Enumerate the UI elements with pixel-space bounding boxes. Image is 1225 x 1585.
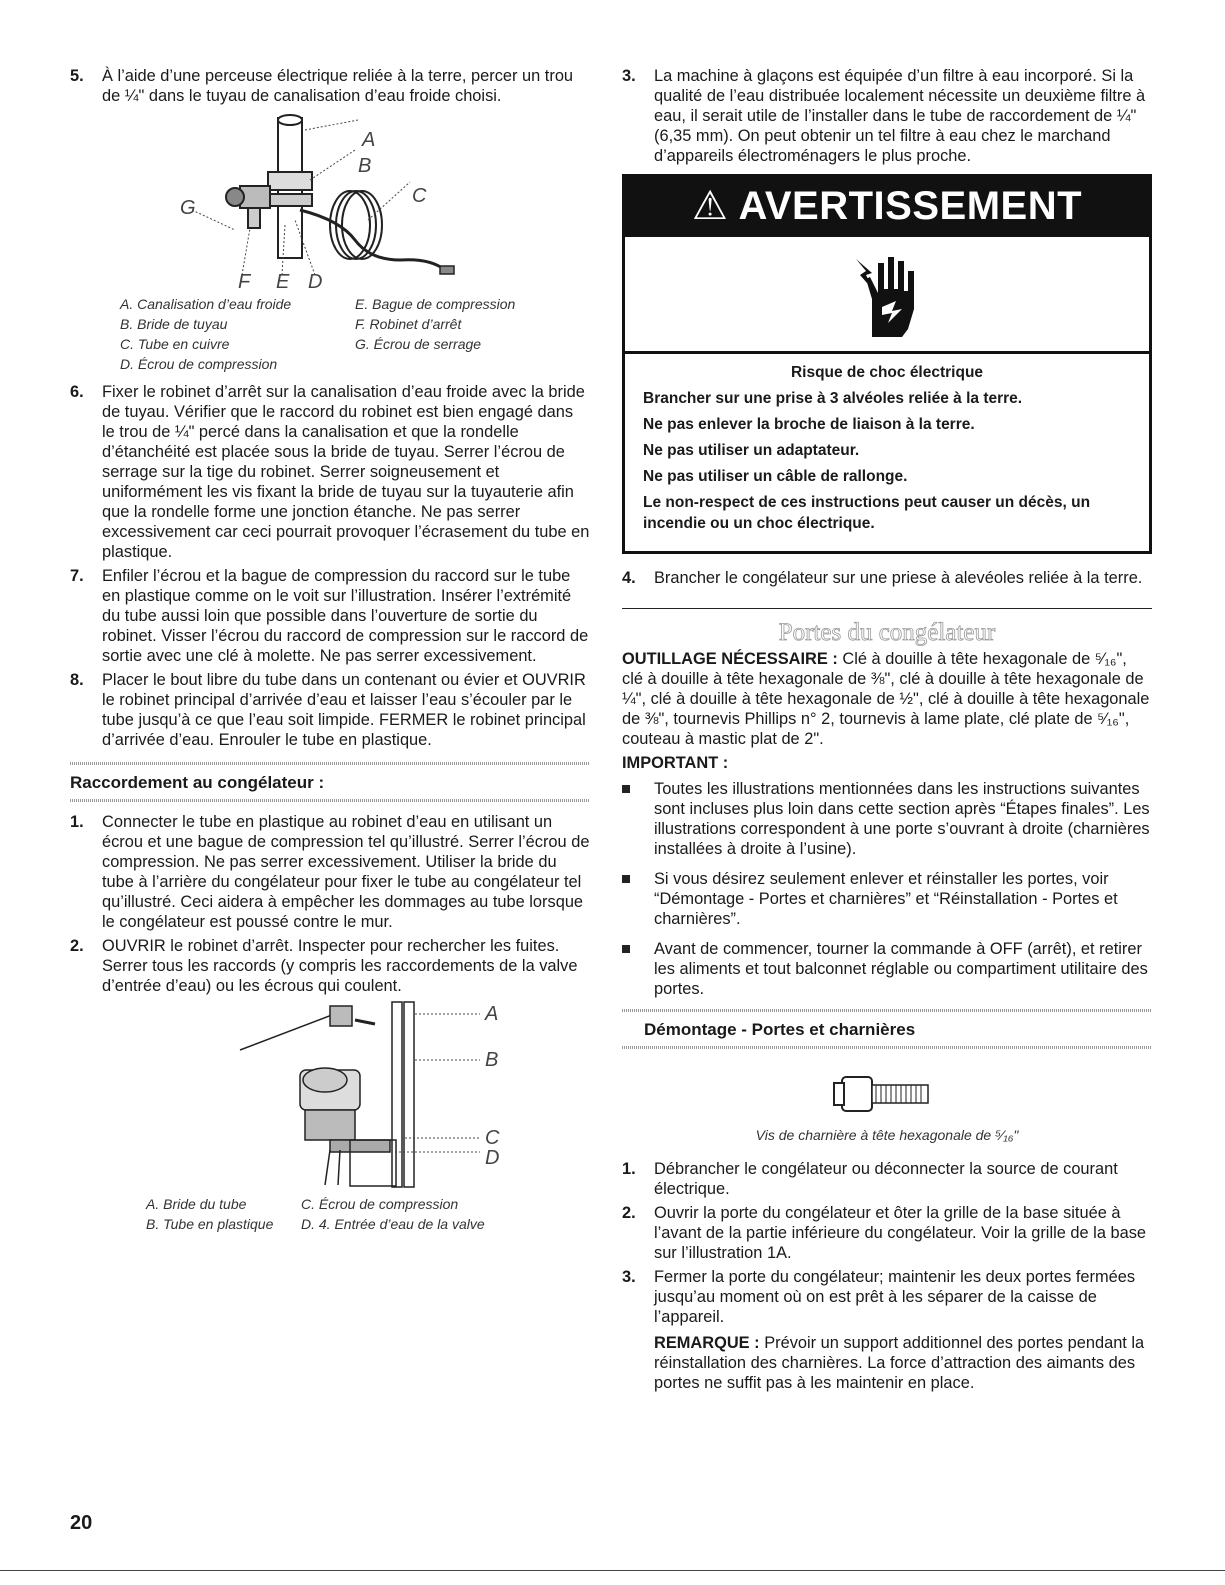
step-text: Débrancher le congélateur ou déconnecter la source de courant électrique.: [654, 1160, 1118, 1198]
important-label: IMPORTANT :: [622, 754, 729, 772]
step-5: [70, 66, 590, 106]
bullet-item: [622, 779, 1152, 859]
tools-label: OUTILLAGE NÉCESSAIRE :: [622, 650, 838, 668]
step-number: 3.: [622, 1268, 636, 1286]
step-text: Fermer la porte du congélateur; maintenir les deux portes fermées jusqu’au moment où on est prêt à les séparer de la caisse de l’appareil.: [654, 1268, 1136, 1326]
caption: D. Écrou de compression: [120, 356, 278, 372]
warning-line-title: Risque de choc électrique: [790, 364, 984, 381]
fig2-label-b: B: [485, 1049, 499, 1071]
bullet-square-icon: [622, 785, 630, 793]
tools-paragraph: [622, 649, 1152, 749]
fig1-label-a: A: [362, 129, 376, 151]
step-number: 6.: [70, 383, 84, 401]
bullet-text: Si vous désirez seulement enlever et réinstaller les portes, voir “Démontage - Portes et charnières” et “Réinstallation - Portes et charnières”.: [654, 870, 1118, 928]
step-text: Connecter le tube en plastique au robinet d’eau en utilisant un écrou et une bague de compression tel qu’illustré. Serrer l’écrou de compression. Ne pas serrer excessivement. Utiliser la bride du tube à l’arrière du congélateur pour fixer le tube au congélateur tel qu’illustré. Ceci aidera à empêcher les dommages au tube lorsque le congélateur est poussé contre le mur.: [102, 813, 590, 931]
warning-line: Ne pas enlever la broche de liaison à la terre.: [643, 416, 975, 433]
step-text: Fixer le robinet d’arrêt sur la canalisation d’eau froide avec la bride de tuyau. Vérifier que le raccord du robinet est bien engagé dans le trou de ¼" percé dans la canalisation et que la rondelle d’étanchéité est placée sous la bride de tuyau. Serrer l’écrou de serrage sur la tige du robinet. Serrer soigneusement et uniformément les vis fixant la bride de tuyau sur la tuyauterie afin que la rondelle forme une jonction étanche. Ne pas serrer excessivement car ceci pourrait provoquer l’écrasement du tube en plastique.: [102, 383, 590, 561]
step-number: 4.: [622, 569, 636, 587]
screw-caption: Vis de charnière à tête hexagonale de ⁵⁄₁₆": [755, 1127, 1019, 1143]
fig2-label-c: C: [485, 1127, 500, 1149]
warning-header: [625, 177, 1149, 237]
step-text: Placer le bout libre du tube dans un contenant ou évier et OUVRIR le robinet principal d’arrivée d’eau et laisser l’eau s’écouler par le tube jusqu’à ce que l’eau soit limpide. FERMER le robinet principal d’arrivée d’eau. Enrouler le tube en plastique.: [102, 671, 586, 749]
step-4: [622, 568, 1152, 588]
step-number: 1.: [70, 813, 84, 831]
step-text: La machine à glaçons est équipée d’un filtre à eau incorporé. Si la qualité de l’eau distribuée localement nécessite un deuxième filtre à eau, il serait utile de l’installer dans le tube de raccordement de ¼" (6,35 mm). On peut obtenir un tel filtre à eau chez le marchand d’appareils électroménagers le plus proche.: [654, 67, 1146, 165]
step-text: Enfiler l’écrou et la bague de compression du raccord sur le tube en plastique comme on le voit sur l’illustration. Insérer l’extrémité du tube aussi loin que possible dans l’ouverture de sortie du robinet. Visser l’écrou du raccord de compression sur le raccord de sortie avec une clé à molette. Ne pas serrer excessivement.: [102, 567, 589, 665]
important-label-line: [622, 753, 1152, 773]
caption: B. Tube en plastique: [146, 1216, 274, 1232]
shutoff-valve-illustration: [100, 110, 580, 288]
note-text: Prévoir un support additionnel des portes pendant la réinstallation des charnières. La force d’attraction des aimants des portes ne suffit pas à les maintenir en place.: [654, 1334, 1145, 1392]
left-column: [70, 66, 590, 1234]
step-number: 5.: [70, 67, 84, 85]
step-text: Brancher le congélateur sur une priese à alevéoles reliée à la terre.: [654, 569, 1143, 587]
step-3: [622, 66, 1152, 166]
warning-triangle-icon: ⚠: [691, 184, 729, 228]
step-text: OUVRIR le robinet d’arrêt. Inspecter pour rechercher les fuites. Serrer tous les raccords (y compris les raccordements de la valve d’entrée d’eau) ou les écrous qui coulent.: [102, 937, 578, 995]
caption: C. Écrou de compression: [301, 1196, 459, 1212]
bullet-square-icon: [622, 945, 630, 953]
right-column: [622, 66, 1152, 1397]
water-valve-figure: [130, 1000, 590, 1190]
step-number: 2.: [622, 1204, 636, 1222]
removal-step-1: [622, 1159, 1152, 1199]
step-number: 3.: [622, 67, 636, 85]
bullet-item: [622, 869, 1152, 929]
caption: F. Robinet d’arrêt: [355, 316, 462, 332]
step-number: 8.: [70, 671, 84, 689]
caption: A. Bride du tube: [146, 1196, 247, 1212]
fig1-label-f: F: [238, 271, 251, 288]
electric-shock-icon: [625, 237, 1149, 354]
section-divider-bottom: [70, 799, 590, 802]
warning-body: [625, 354, 1149, 551]
warning-line: Ne pas utiliser un câble de rallonge.: [643, 468, 908, 485]
note-label: REMARQUE :: [654, 1334, 760, 1352]
tools-text: Clé à douille à tête hexagonale de ⁵⁄₁₆", clé à douille à tête hexagonale de ⅜", clé à douille à tête hexagonale de ¼", clé à douille à tête hexagonale de ½", clé à douille à tête hexagonale de ⅜", tournevis Phillips n° 2, tournevis à lame plate, clé plate de ⁵⁄₁₆", couteau à mastic plat de 2".: [622, 650, 1150, 748]
shock-hand-icon: [852, 249, 922, 339]
hinge-screw-figure: [622, 1071, 1152, 1119]
fig1-label-e: E: [276, 271, 290, 288]
subsection-divider-bottom: [622, 1046, 1152, 1049]
caption: B. Bride de tuyau: [120, 316, 228, 332]
bottom-border: [0, 1570, 1225, 1571]
connect-step-2: [70, 936, 590, 996]
fig1-label-c: C: [412, 185, 427, 207]
caption: A. Canalisation d’eau froide: [120, 296, 292, 312]
removal-step-3: [622, 1267, 1152, 1327]
warning-title: AVERTISSEMENT: [738, 184, 1083, 228]
hex-screw-illustration: [622, 1071, 1152, 1119]
caption: D. 4. Entrée d’eau de la valve: [301, 1216, 485, 1232]
step-number: 2.: [70, 937, 84, 955]
step-7: [70, 566, 590, 666]
caption: [355, 354, 590, 374]
page-number: 20: [70, 1512, 93, 1534]
warning-box: [622, 174, 1152, 554]
warning-line: Brancher sur une prise à 3 alvéoles reliée à la terre.: [643, 390, 1023, 407]
bullet-text: Toutes les illustrations mentionnées dans les instructions suivantes sont incluses plus loin dans cette section après “Étapes finales”. Les illustrations correspondent à une porte s’ouvrant à droite (charnières installées à droite à l’usine).: [654, 780, 1150, 858]
caption: E. Bague de compression: [355, 296, 516, 312]
horizontal-rule: [622, 608, 1152, 609]
water-valve-illustration: [130, 1000, 550, 1190]
bullet-square-icon: [622, 875, 630, 883]
section-title: Portes du congélateur: [778, 619, 996, 646]
connect-step-1: [70, 812, 590, 932]
caption: C. Tube en cuivre: [120, 336, 230, 352]
fig1-label-d: D: [308, 271, 323, 288]
removal-step-2: [622, 1203, 1152, 1263]
step-number: 1.: [622, 1160, 636, 1178]
fig1-label-g: G: [180, 197, 196, 219]
step-8: [70, 670, 590, 750]
shutoff-valve-figure: [100, 110, 590, 288]
figure2-captions: [146, 1194, 590, 1234]
section-heading: Raccordement au congélateur :: [70, 773, 325, 792]
figure1-captions: [120, 294, 590, 374]
warning-line: Le non-respect de ces instructions peut causer un décès, un incendie ou un choc électrique.: [643, 494, 1091, 532]
fig2-label-a: A: [485, 1003, 499, 1025]
fig1-label-b: B: [358, 155, 372, 177]
fig2-label-d: D: [485, 1147, 500, 1169]
bullet-text: Avant de commencer, tourner la commande à OFF (arrêt), et retirer les aliments et tout balconnet réglable ou compartiment utilitaire des portes.: [654, 940, 1148, 998]
bullet-item: [622, 939, 1152, 999]
step-number: 7.: [70, 567, 84, 585]
step-6: [70, 382, 590, 562]
subsection-heading: Démontage - Portes et charnières: [644, 1020, 916, 1039]
step-text: À l’aide d’une perceuse électrique reliée à la terre, percer un trou de ¼" dans le tuyau de canalisation d’eau froide choisi.: [102, 67, 574, 105]
caption: G. Écrou de serrage: [355, 336, 482, 352]
warning-line: Ne pas utiliser un adaptateur.: [643, 442, 860, 459]
note-paragraph: [622, 1333, 1152, 1393]
step-text: Ouvrir la porte du congélateur et ôter la grille de la base située à l’avant de la partie inférieure du congélateur. Voir la grille de la base sur l’illustration 1A.: [654, 1204, 1147, 1262]
